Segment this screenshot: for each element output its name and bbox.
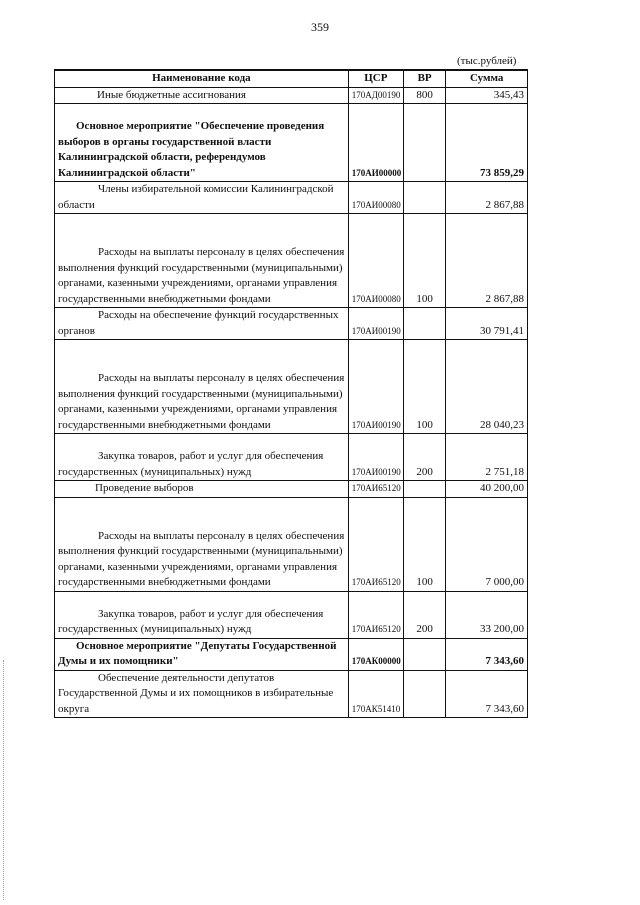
row-code: 170АИ65120 (348, 591, 403, 638)
table-row (55, 497, 528, 591)
row-vr: 800 (403, 87, 445, 104)
row-name: Члены избирательной комиссии Калининградской области (55, 182, 349, 214)
row-name: Иные бюджетные ассигнования (55, 87, 349, 104)
row-vr (403, 104, 445, 182)
row-vr: 200 (403, 434, 445, 481)
row-sum: 30 791,41 (446, 308, 528, 340)
row-sum: 33 200,00 (446, 591, 528, 638)
table-row (55, 308, 528, 340)
budget-table (54, 69, 528, 718)
row-vr (403, 308, 445, 340)
table-row (55, 104, 528, 182)
row-sum: 40 200,00 (446, 481, 528, 498)
table-row (55, 670, 528, 718)
row-name: Закупка товаров, работ и услуг для обеспечения государственных (муниципальных) нужд (55, 434, 349, 481)
row-sum: 345,43 (446, 87, 528, 104)
header-code: ЦСР (348, 70, 403, 87)
units-label: (тыс.рублей) (457, 55, 517, 67)
row-sum: 7 343,60 (446, 638, 528, 670)
table-row (55, 87, 528, 104)
row-vr: 200 (403, 591, 445, 638)
row-code: 170АИ00080 (348, 214, 403, 308)
row-code: 170АИ00190 (348, 308, 403, 340)
table-row (55, 340, 528, 434)
row-vr (403, 670, 445, 718)
margin-dotted-line (3, 660, 5, 900)
table-row (55, 481, 528, 498)
row-sum: 2 751,18 (446, 434, 528, 481)
row-name: Расходы на выплаты персоналу в целях обеспечения выполнения функций государственными (муниципальными) органами, казенными учреждениями, органами управления государственными внебюджетными фондами (55, 497, 349, 591)
row-vr: 100 (403, 497, 445, 591)
header-vr: ВР (403, 70, 445, 87)
row-vr (403, 481, 445, 498)
table-row (55, 214, 528, 308)
row-sum: 73 859,29 (446, 104, 528, 182)
row-sum: 2 867,88 (446, 182, 528, 214)
row-name: Расходы на выплаты персоналу в целях обеспечения выполнения функций государственными (муниципальными) органами, казенными учреждениями, органами управления государственными внебюджетными фондами (55, 214, 349, 308)
row-name: Проведение выборов (55, 481, 349, 498)
row-sum: 2 867,88 (446, 214, 528, 308)
row-code: 170АИ00000 (348, 104, 403, 182)
row-name: Расходы на выплаты персоналу в целях обеспечения выполнения функций государственными (муниципальными) органами, казенными учреждениями, органами управления государственными внебюджетными фондами (55, 340, 349, 434)
row-vr (403, 638, 445, 670)
header-sum: Сумма (446, 70, 528, 87)
row-vr: 100 (403, 340, 445, 434)
table-row (55, 434, 528, 481)
row-code: 170АИ65120 (348, 481, 403, 498)
row-name: Основное мероприятие "Обеспечение проведения выборов в органы государственной власти Калининградской области, референдумов Калининградской области" (55, 104, 349, 182)
row-code: 170АД00190 (348, 87, 403, 104)
row-name: Расходы на обеспечение функций государственных органов (55, 308, 349, 340)
row-code: 170АК51410 (348, 670, 403, 718)
row-sum: 7 343,60 (446, 670, 528, 718)
row-name: Обеспечение деятельности депутатов Государственной Думы и их помощников в избирательные округа (55, 670, 349, 718)
row-vr (403, 182, 445, 214)
row-code: 170АИ00190 (348, 434, 403, 481)
row-code: 170АИ65120 (348, 497, 403, 591)
table-row (55, 591, 528, 638)
row-name: Закупка товаров, работ и услуг для обеспечения государственных (муниципальных) нужд (55, 591, 349, 638)
table-header-row (55, 70, 528, 87)
page-number: 359 (311, 20, 329, 34)
header-name: Наименование кода (55, 70, 349, 87)
row-sum: 7 000,00 (446, 497, 528, 591)
row-code: 170АК00000 (348, 638, 403, 670)
table-row (55, 638, 528, 670)
row-code: 170АИ00080 (348, 182, 403, 214)
row-code: 170АИ00190 (348, 340, 403, 434)
row-name: Основное мероприятие "Депутаты Государственной Думы и их помощники" (55, 638, 349, 670)
row-vr: 100 (403, 214, 445, 308)
row-sum: 28 040,23 (446, 340, 528, 434)
table-row (55, 182, 528, 214)
